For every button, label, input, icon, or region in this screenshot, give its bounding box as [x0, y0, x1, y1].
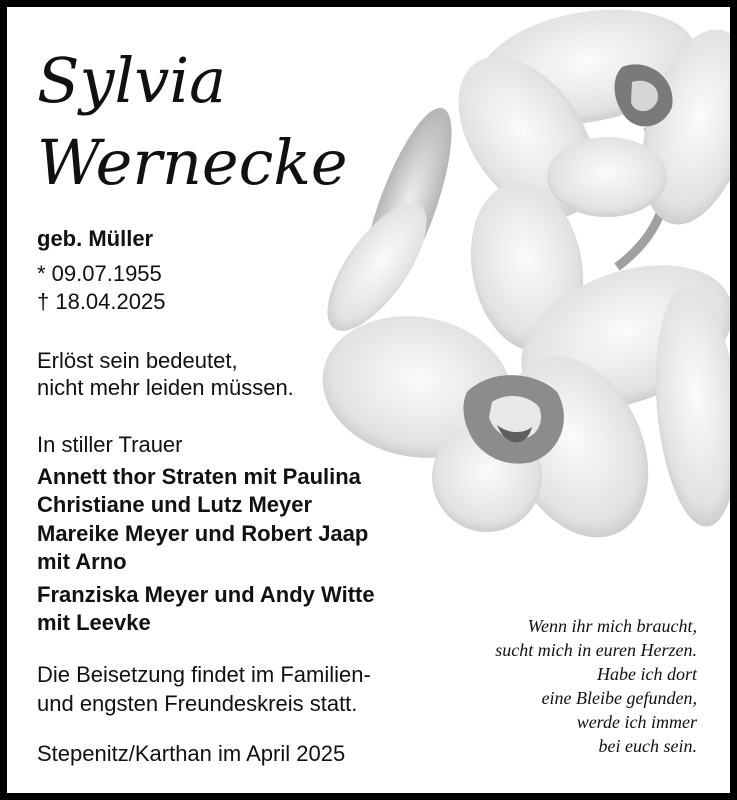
mourner-line: mit Leevke — [37, 610, 151, 635]
death-date: † 18.04.2025 — [37, 289, 166, 314]
mourner-line: Mareike Meyer und Robert Jaap — [37, 521, 369, 546]
quote-line: Habe ich dort — [597, 664, 697, 684]
quote-line: Wenn ihr mich braucht, — [527, 616, 697, 636]
funeral-note-line-1: Die Beisetzung findet im Familien- — [37, 662, 371, 687]
mourner-line: Christiane und Lutz Meyer — [37, 492, 313, 517]
funeral-note-line-2: und engsten Freundeskreis statt. — [37, 691, 358, 716]
mourner-line: mit Arno — [37, 549, 127, 574]
maiden-name: geb. Müller — [37, 226, 154, 251]
mourner-line: Annett thor Straten mit Paulina — [37, 464, 361, 489]
birth-date: * 09.07.1955 — [37, 261, 162, 286]
mourning-intro: In stiller Trauer — [37, 432, 183, 457]
orchid-flower-image — [317, 7, 737, 547]
saying-line-2: nicht mehr leiden müssen. — [37, 375, 294, 400]
quote-line: werde ich immer — [576, 712, 697, 732]
last-name: Wernecke — [37, 126, 348, 199]
mourner-line: Franziska Meyer und Andy Witte — [37, 582, 375, 607]
first-name: Sylvia — [37, 44, 227, 117]
place-and-date: Stepenitz/Karthan im April 2025 — [37, 741, 346, 766]
quote-line: bei euch sein. — [598, 736, 697, 756]
saying-line-1: Erlöst sein bedeutet, — [37, 348, 238, 373]
memorial-quote — [495, 614, 697, 758]
quote-line: sucht mich in euren Herzen. — [495, 640, 697, 660]
quote-line: eine Bleibe gefunden, — [541, 688, 697, 708]
